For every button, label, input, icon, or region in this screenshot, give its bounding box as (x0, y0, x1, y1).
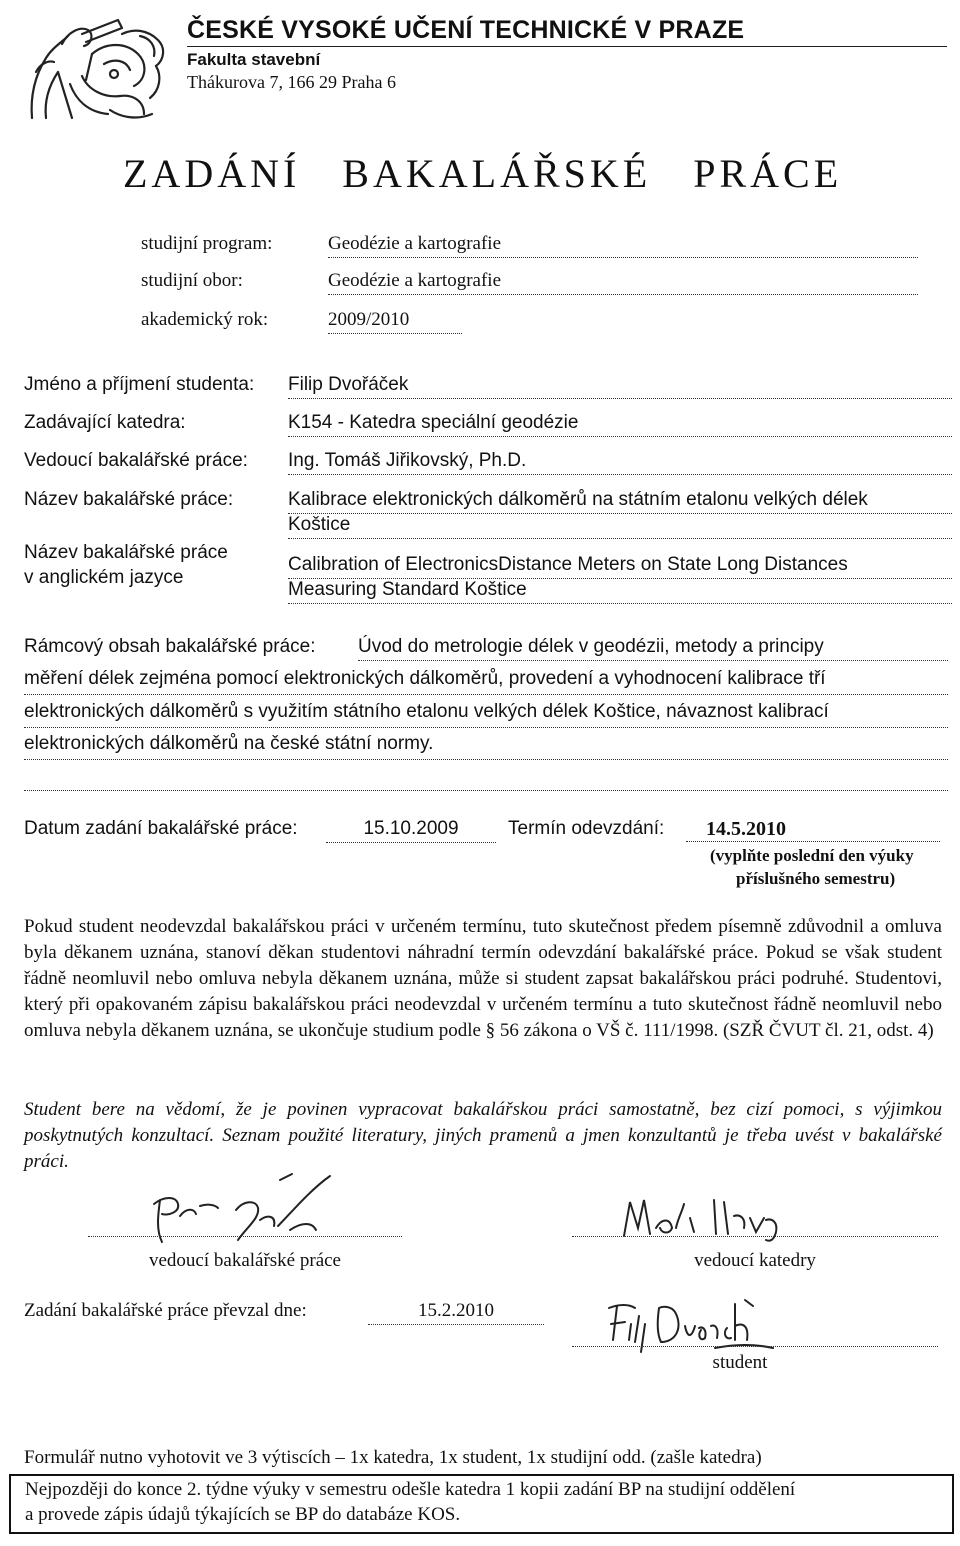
rules-paragraph: Pokud student neodevzdal bakalářskou práci v určeném termínu, tuto skutečnost předem písemně zdůvodnil a omluva byla děkanem uznána, stanoví děkan studentovi náhradní termín odevzdání bakalářské práce. Pokud se však student řádně neomluvil nebo omluva nebyla děkanem uznána, může si student zapsat bakalářskou práci podruhé. Studentovi, který při opakovaném zápisu bakalářskou práci neodevzdal v určeném termínu a tuto skutečnost řádně neomluvil nebo omluva nebyla děkanem uznána, se ukončuje studium podle § 56 zákona o VŠ č. 111/1998. (SZŘ ČVUT čl. 21, odst. 4) (24, 916, 942, 1041)
thesis-title-en-line1: Calibration of ElectronicsDistance Meters on State Long Distances (288, 554, 952, 579)
department-label: Zadávající katedra: (24, 412, 186, 433)
supervisor-signature-line (88, 1236, 402, 1237)
faculty-name: Fakulta stavební (187, 50, 321, 69)
content-label: Rámcový obsah bakalářské práce: (24, 636, 316, 657)
assigned-date-value: 15.10.2009 (326, 818, 496, 843)
student-name-label: Jméno a příjmení studenta: (24, 374, 255, 395)
footer-note: Formulář nutno vyhotovit ve 3 výtiscích – 1x katedra, 1x student, 1x studijní odd. (zašle katedra) (24, 1447, 762, 1468)
university-logo (22, 14, 174, 126)
academic-year-value: 2009/2010 (328, 309, 462, 334)
content-empty-line (24, 790, 948, 791)
footer-box-line1: Nejpozději do konce 2. týdne výuky v semestru odešle katedra 1 kopii zadání BP na studijní oddělení (25, 1479, 796, 1500)
thesis-title-en-line2: Measuring Standard Koštice (288, 579, 952, 604)
thesis-title-line1: Kalibrace elektronických dálkoměrů na státním etalonu velkých délek (288, 489, 952, 514)
university-name: ČESKÉ VYSOKÉ UČENÍ TECHNICKÉ V PRAZE (187, 16, 745, 44)
department-head-signature-label: vedoucí katedry (694, 1250, 816, 1271)
department-value: K154 - Katedra speciální geodézie (288, 412, 952, 437)
thesis-title-en-label-line1: Název bakalářské práce (24, 542, 228, 563)
study-program-value: Geodézie a kartografie (328, 233, 918, 258)
supervisor-signature-label: vedoucí bakalářské práce (148, 1250, 341, 1271)
content-line1: Úvod do metrologie délek v geodézii, metody a principy (358, 636, 948, 661)
student-signature-line (572, 1346, 938, 1347)
supervisor-value: Ing. Tomáš Jiřikovský, Ph.D. (288, 450, 952, 475)
content-line2: měření délek zejména pomocí elektronických dálkoměrů, provedení a vyhodnocení kalibrace tří (24, 668, 948, 695)
study-field-value: Geodézie a kartografie (328, 270, 918, 295)
footer-box-line2: a provede zápis údajů týkajících se BP do databáze KOS. (25, 1504, 461, 1525)
assigned-date-label: Datum zadání bakalářské práce: (24, 818, 298, 839)
received-date-label: Zadání bakalářské práce převzal dne: (24, 1300, 307, 1321)
study-field-label: studijní obor: (141, 270, 243, 291)
declaration-paragraph: Student bere na vědomí, že je povinen vypracovat bakalářskou práci samostatně, bez cizí pomoci, s výjimkou poskytnutých konzultací. Seznam použité literatury, jiných pramenů a jmen konzultantů je třeba uvést v bakalářské práci. (24, 1099, 942, 1172)
thesis-title-en-label-line2: v anglickém jazyce (24, 567, 184, 588)
study-program-label: studijní program: (141, 233, 273, 254)
content-line3: elektronických dálkoměrů s využitím státního etalonu velkých délek Koštice, návaznost kalibrací (24, 701, 948, 728)
deadline-value: 14.5.2010 (686, 818, 940, 842)
deadline-label: Termín odevzdání: (508, 818, 665, 839)
student-signature (595, 1296, 785, 1356)
student-name-value: Filip Dvořáček (288, 374, 952, 399)
footer-box (9, 1474, 954, 1534)
supervisor-signature (140, 1170, 340, 1250)
received-date-value: 15.2.2010 (368, 1300, 544, 1325)
document-title: ZADÁNÍ BAKALÁŘSKÉ PRÁCE (123, 151, 843, 196)
student-signature-label: student (712, 1352, 768, 1373)
header-rule (187, 46, 947, 47)
thesis-title-label: Název bakalářské práce: (24, 489, 234, 510)
academic-year-label: akademický rok: (141, 309, 269, 330)
supervisor-label: Vedoucí bakalářské práce: (24, 450, 248, 471)
faculty-address: Thákurova 7, 166 29 Praha 6 (187, 72, 396, 92)
thesis-title-line2: Koštice (288, 514, 952, 539)
content-line4: elektronických dálkoměrů na české státní normy. (24, 733, 948, 760)
deadline-note-line2: příslušného semestru) (736, 869, 896, 888)
deadline-note-line1: (vyplňte poslední den výuky (710, 846, 914, 865)
department-head-signature-line (572, 1236, 938, 1237)
